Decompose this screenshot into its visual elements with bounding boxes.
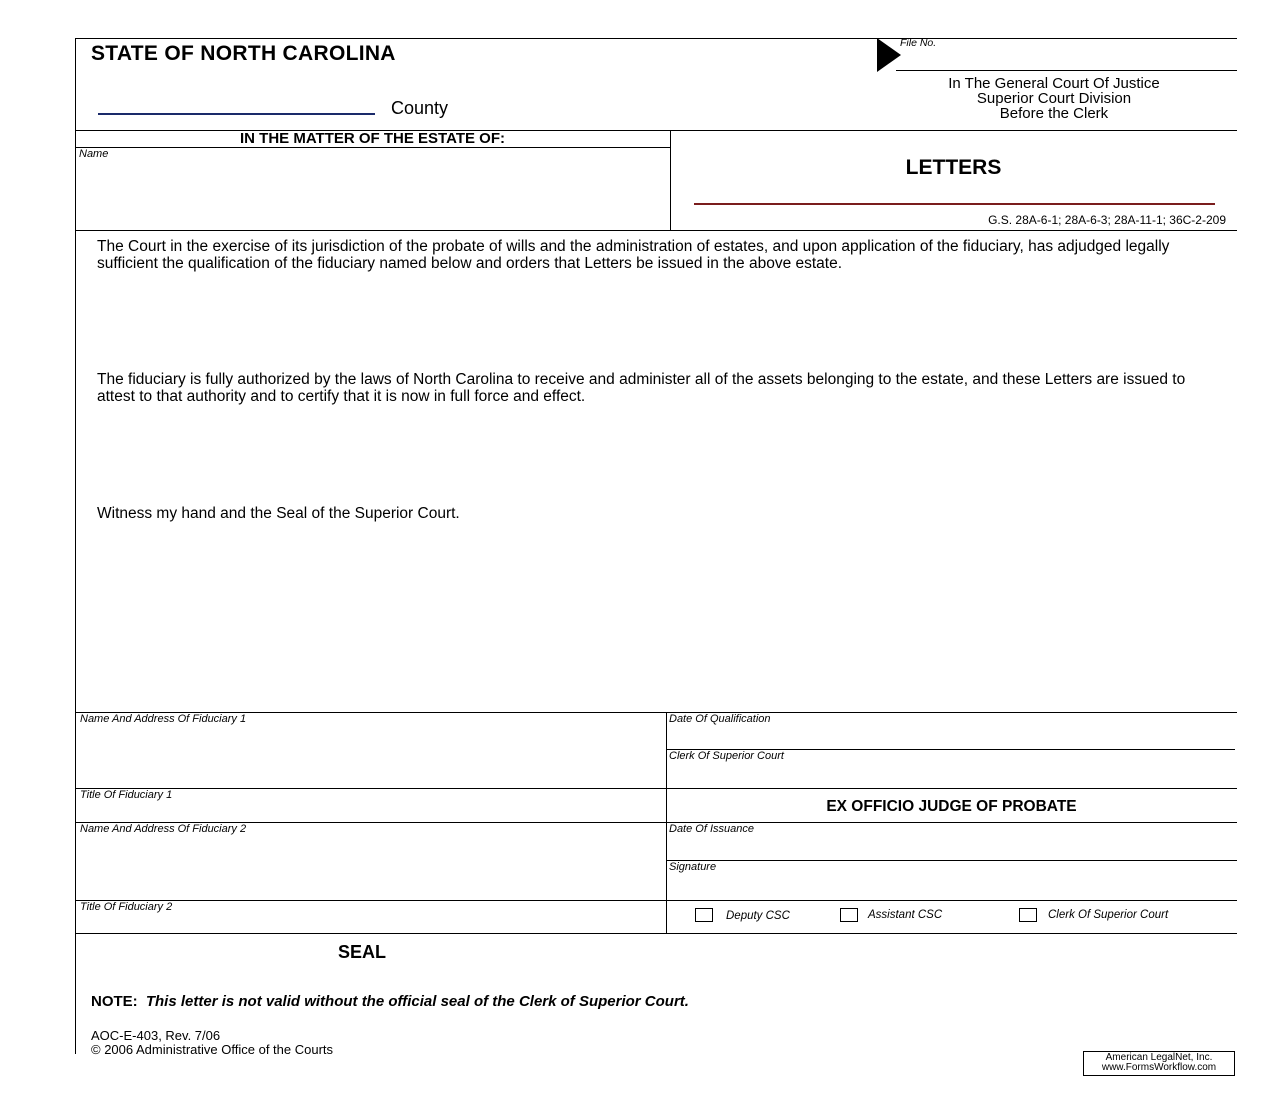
estate-heading-underline — [75, 147, 670, 148]
estate-name-field[interactable] — [76, 162, 669, 229]
deputy-csc-checkbox[interactable] — [695, 908, 713, 922]
grid-bottom-border — [75, 933, 1237, 934]
clerk-superior-court-checkbox[interactable] — [1019, 908, 1037, 922]
row3-top-border — [75, 822, 1237, 823]
file-no-arrow-icon — [877, 38, 901, 72]
issuance-bottom-line — [666, 860, 1237, 861]
vendor-badge — [1083, 1051, 1235, 1076]
fiduciary1-title-field[interactable] — [76, 802, 665, 822]
note-label: NOTE: — [91, 993, 138, 1010]
paragraph-witness: Witness my hand and the Seal of the Superior Court. — [97, 505, 460, 522]
letters-underline — [694, 203, 1215, 205]
paragraph-authorization: The fiduciary is fully authorized by the laws of North Carolina to receive and administer all of the assets belonging to the estate, and these Letters are issued to attest to that authority and to certify that it is now in full force and effect. — [97, 371, 1186, 405]
note-text: This letter is not valid without the official seal of the Clerk of Superior Court. — [145, 993, 689, 1010]
grid-top-border — [75, 712, 1237, 713]
clerk-signature-field[interactable] — [667, 764, 1235, 787]
body-top-border — [75, 230, 1237, 231]
seal-heading: SEAL — [338, 942, 387, 962]
estate-heading: IN THE MATTER OF THE ESTATE OF: — [240, 130, 505, 147]
date-of-issuance-field[interactable] — [667, 837, 1236, 859]
form-number: AOC-E-403, Rev. 7/06 — [91, 1028, 221, 1043]
fiduciary2-title-label: Title Of Fiduciary 2 — [80, 901, 173, 913]
clerk-superior-court-checkbox-label: Clerk Of Superior Court — [1048, 909, 1169, 921]
file-no-line[interactable] — [896, 70, 1237, 71]
date-of-issuance-label: Date Of Issuance — [669, 823, 754, 835]
fiduciary1-address-field[interactable] — [76, 727, 665, 787]
ex-officio-heading: EX OFFICIO JUDGE OF PROBATE — [826, 798, 1077, 815]
fiduciary1-title-label: Title Of Fiduciary 1 — [80, 789, 173, 801]
county-label: County — [391, 98, 449, 118]
row4-top-border — [75, 900, 1237, 901]
vendor-line-1: American LegalNet, Inc. — [1105, 1052, 1213, 1063]
state-title: STATE OF NORTH CAROLINA — [91, 42, 396, 65]
vendor-line-2: www.FormsWorkflow.com — [1101, 1062, 1217, 1073]
estate-name-label: Name — [79, 148, 109, 160]
fiduciary2-title-field[interactable] — [76, 914, 665, 933]
paragraph-jurisdiction: The Court in the exercise of its jurisdiction of the probate of wills and the administration of estates, and upon application of the fiduciary, has adjudged legally sufficient the qualification of the fiduciary named below and orders that Letters be issued in the above estate. — [97, 238, 1170, 272]
date-of-qualification-field[interactable] — [667, 727, 1235, 748]
file-no-label: File No. — [900, 37, 937, 49]
statutes-reference: G.S. 28A-6-1; 28A-6-3; 28A-11-1; 36C-2-209 — [988, 213, 1226, 227]
signature-label: Signature — [669, 861, 717, 873]
assistant-csc-checkbox[interactable] — [840, 908, 858, 922]
signature-field[interactable] — [667, 875, 1236, 899]
copyright: © 2006 Administrative Office of the Courts — [91, 1042, 334, 1057]
fiduciary2-address-label: Name And Address Of Fiduciary 2 — [80, 823, 247, 835]
court-line-1: In The General Court Of Justice — [948, 75, 1160, 92]
clerk-signature-label: Clerk Of Superior Court — [669, 750, 784, 762]
note — [91, 993, 689, 1010]
row2-top-border — [75, 788, 1237, 789]
fiduciary1-address-label: Name And Address Of Fiduciary 1 — [80, 713, 247, 725]
deputy-csc-label: Deputy CSC — [726, 910, 790, 922]
date-of-qualification-label: Date Of Qualification — [669, 713, 771, 725]
top-border — [75, 38, 1237, 39]
assistant-csc-label: Assistant CSC — [868, 909, 943, 921]
court-line-3: Before the Clerk — [999, 105, 1109, 122]
fiduciary2-address-field[interactable] — [76, 837, 665, 899]
letters-title: LETTERS — [905, 156, 1002, 179]
county-input-line[interactable] — [98, 113, 375, 115]
court-line-2: Superior Court Division — [976, 90, 1132, 107]
